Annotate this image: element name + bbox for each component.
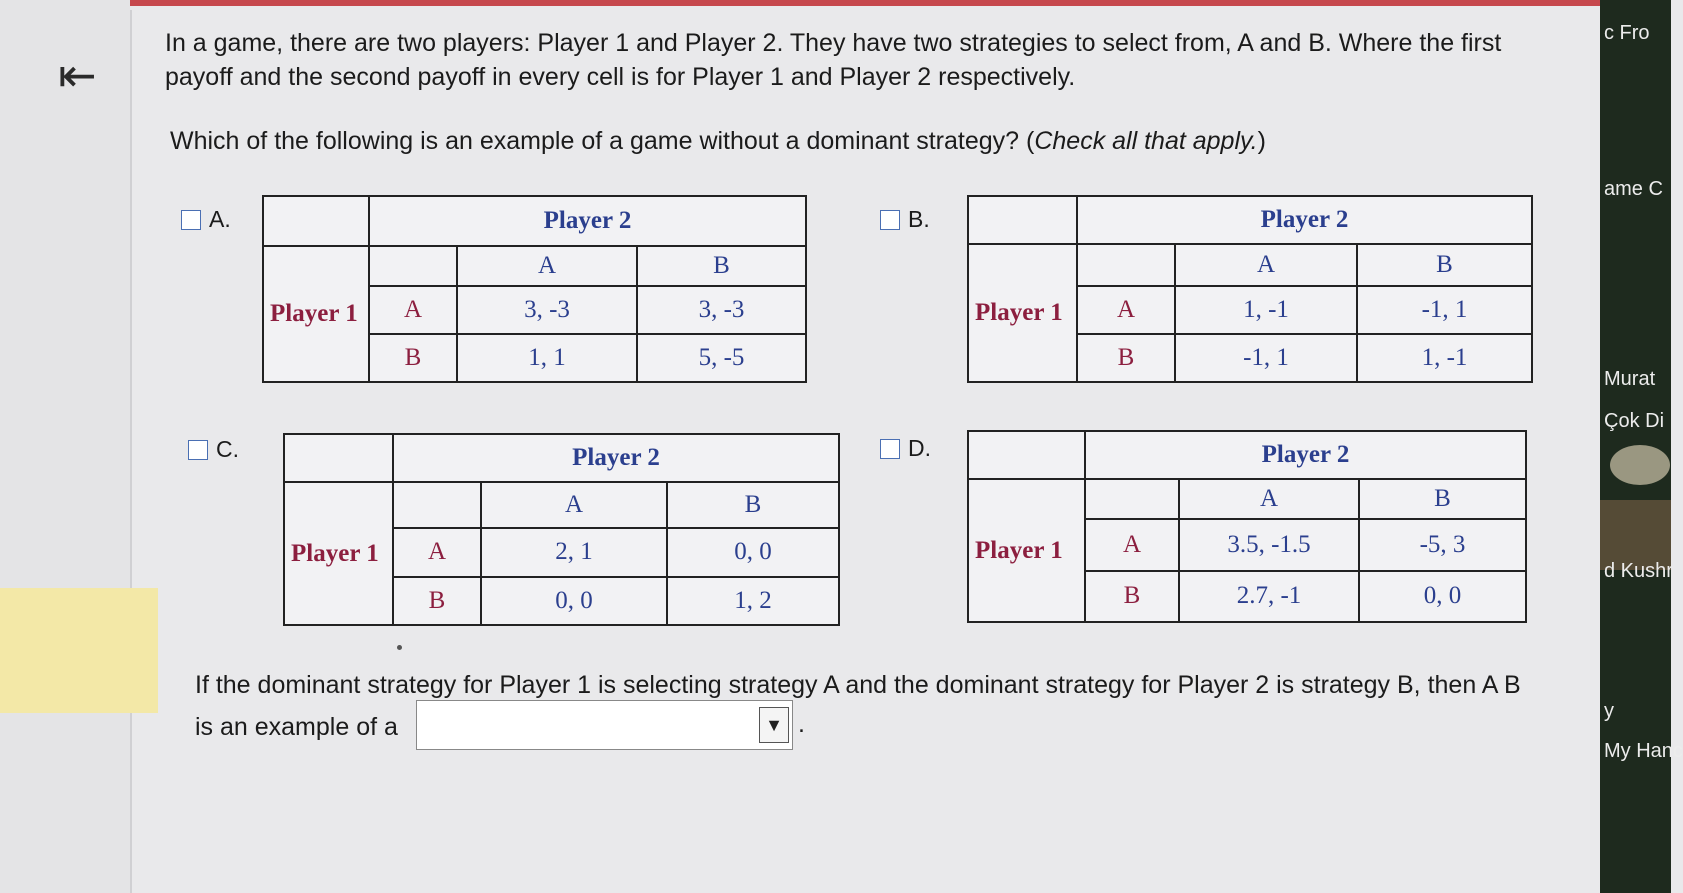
corner-cell [968,431,1085,479]
payoff-cell: 5, -5 [637,334,806,382]
col-header: B [667,482,839,528]
option-a-label: A. [209,206,231,232]
answer-dropdown[interactable] [416,700,793,750]
row-header: B [369,334,457,382]
sidebar-photo-blob [1610,445,1670,485]
empty-cell [393,482,481,528]
corner-cell [284,434,393,482]
col-header: B [1359,479,1526,519]
payoff-matrix-c [283,433,840,626]
option-b-checkbox[interactable] [880,210,900,230]
sidebar-text: c Fro [1604,22,1650,44]
payoff-cell: 3.5, -1.5 [1179,519,1359,571]
payoff-cell: 3, -3 [457,286,637,334]
player1-header: Player 1 [968,244,1077,382]
corner-cell [968,196,1077,244]
empty-cell [1085,479,1179,519]
option-c[interactable] [188,436,239,463]
followup-question-line2: is an example of a [195,713,398,741]
col-header: A [481,482,667,528]
sidebar-text: Murat [1604,368,1656,390]
player2-header: Player 2 [369,196,806,246]
col-header: B [637,246,806,286]
instruction-main: Which of the following is an example of a game without a dominant strategy? ( [170,127,1035,155]
option-d-checkbox[interactable] [880,439,900,459]
payoff-cell: 3, -3 [637,286,806,334]
payoff-cell: 0, 0 [667,528,839,577]
sidebar-text: d Kushr [1604,560,1673,582]
question-text: In a game, there are two players: Player 1 and Player 2. They have two strategies to select from, A and B. Where the first payoff and the second payoff in every cell is for Player 1 and Player 2 respectively. [165,29,1502,91]
payoff-cell: -1, 1 [1175,334,1357,382]
row-header: A [1085,519,1179,571]
payoff-cell: 2, 1 [481,528,667,577]
payoff-matrix-d [967,430,1527,623]
empty-cell [369,246,457,286]
option-a[interactable] [181,206,231,233]
row-header: B [1077,334,1175,382]
option-b[interactable] [880,206,930,233]
sidebar-text: y [1604,700,1614,722]
payoff-cell: 2.7, -1 [1179,571,1359,623]
top-accent-bar [0,0,1600,6]
option-c-label: C. [216,436,239,462]
player2-header: Player 2 [393,434,839,482]
payoff-cell: 1, -1 [1357,334,1532,382]
player1-header: Player 1 [284,482,393,625]
left-divider [130,10,132,893]
payoff-cell: 1, -1 [1175,286,1357,334]
sidebar-text: ame C [1604,178,1663,200]
dropdown-arrow-icon[interactable]: ▼ [759,707,789,743]
payoff-cell: 1, 2 [667,577,839,626]
sentence-period: . [798,710,805,738]
row-header: B [393,577,481,626]
option-d[interactable] [880,435,931,462]
option-a-checkbox[interactable] [181,210,201,230]
empty-cell [1077,244,1175,286]
sidebar-text: My Hanc [1604,740,1683,762]
player2-header: Player 2 [1077,196,1532,244]
back-arrow-icon[interactable]: ⇤ [58,48,97,102]
col-header: B [1357,244,1532,286]
player1-header: Player 1 [968,479,1085,622]
instruction-end: ) [1257,127,1266,155]
option-b-label: B. [908,206,930,232]
payoff-cell: -5, 3 [1359,519,1526,571]
corner-cell [263,196,369,246]
option-d-label: D. [908,435,931,461]
payoff-matrix-a [262,195,807,383]
payoff-cell: 1, 1 [457,334,637,382]
instruction-italic: Check all that apply. [1034,127,1258,155]
player1-header: Player 1 [263,246,369,382]
background-window-edge [1600,0,1683,893]
col-header: A [457,246,637,286]
col-header: A [1175,244,1357,286]
left-pane [0,0,130,893]
row-header: A [1077,286,1175,334]
payoff-matrix-b [967,195,1533,383]
stray-dot [397,645,402,650]
question-instruction [170,124,1266,158]
player2-header: Player 2 [1085,431,1526,479]
payoff-cell: -1, 1 [1357,286,1532,334]
row-header: B [1085,571,1179,623]
side-highlight [0,588,158,713]
followup-question: If the dominant strategy for Player 1 is selecting strategy A and the dominant strategy for Player 2 is strategy B, then A B [195,671,1521,699]
option-c-checkbox[interactable] [188,440,208,460]
row-header: A [369,286,457,334]
row-header: A [393,528,481,577]
col-header: A [1179,479,1359,519]
payoff-cell: 0, 0 [1359,571,1526,623]
payoff-cell: 0, 0 [481,577,667,626]
sidebar-text: Çok Di [1604,410,1665,432]
